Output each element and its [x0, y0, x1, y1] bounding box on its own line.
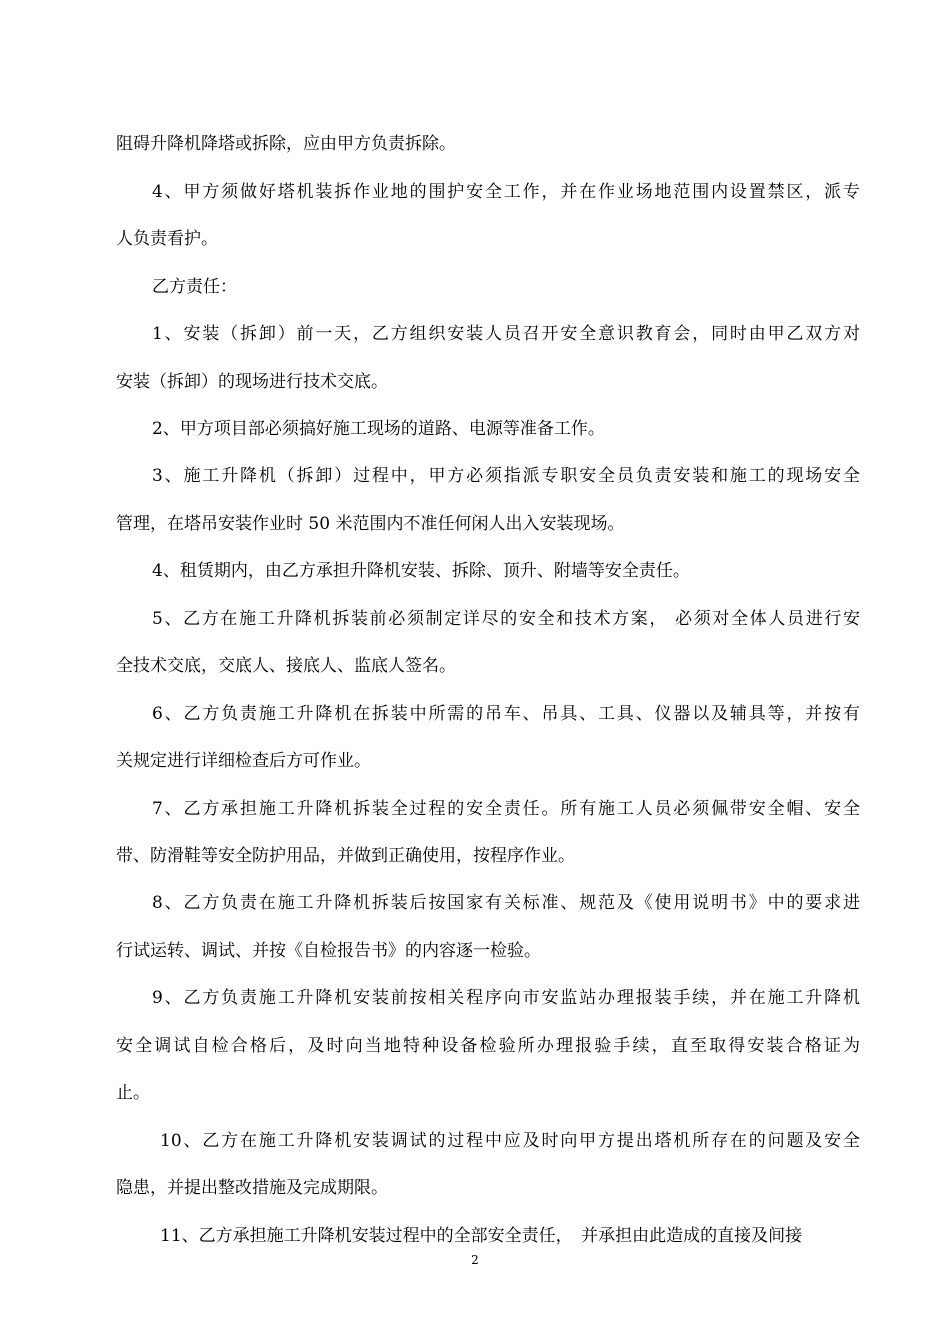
- text-line: 人负责看护。: [116, 229, 218, 249]
- text-line: 行试运转、调试、并按《自检报告书》的内容逐一检验。: [116, 941, 541, 961]
- text-line: 安装（拆卸）的现场进行技术交底。: [116, 372, 388, 392]
- text-line: 止。: [116, 1083, 150, 1103]
- text-line: 9、乙方负责施工升降机安装前按相关程序向市安监站办理报装手续，并在施工升降机: [152, 988, 860, 1008]
- text-line: 全技术交底，交底人、接底人、监底人签名。: [116, 656, 456, 676]
- section-heading: 乙方责任：: [152, 277, 237, 297]
- text-line: 安全调试自检合格后，及时向当地特种设备检验所办理报验手续，直至取得安装合格证为: [116, 1036, 860, 1056]
- text-line: 1、安装（拆卸）前一天，乙方组织安装人员召开安全意识教育会，同时由甲乙双方对: [152, 324, 860, 344]
- text-line: 关规定进行详细检查后方可作业。: [116, 751, 371, 771]
- text-line: 管理，在塔吊安装作业时 50 米范围内不准任何闲人出入安装现场。: [116, 514, 625, 534]
- text-line: 4、甲方须做好塔机装拆作业地的围护安全工作，并在作业场地范围内设置禁区，派专: [152, 182, 860, 202]
- text-line: 11、乙方承担施工升降机安装过程中的全部安全责任， 并承担由此造成的直接及间接: [160, 1226, 803, 1246]
- text-line: 2、甲方项目部必须搞好施工现场的道路、电源等准备工作。: [152, 419, 605, 439]
- text-line: 5、乙方在施工升降机拆装前必须制定详尽的安全和技术方案， 必须对全体人员进行安: [152, 609, 860, 629]
- page-number: 2: [471, 1253, 479, 1267]
- text-line: 6、乙方负责施工升降机在拆装中所需的吊车、吊具、工具、仪器以及辅具等，并按有: [152, 704, 860, 724]
- text-line: 带、防滑鞋等安全防护用品，并做到正确使用，按程序作业。: [116, 846, 575, 866]
- text-line: 阻碍升降机降塔或拆除，应由甲方负责拆除。: [116, 134, 456, 154]
- text-line: 4、租赁期内，由乙方承担升降机安装、拆除、顶升、附墙等安全责任。: [152, 561, 690, 581]
- text-line: 7、乙方承担施工升降机拆装全过程的安全责任。所有施工人员必须佩带安全帽、安全: [152, 799, 860, 819]
- text-line: 10、乙方在施工升降机安装调试的过程中应及时向甲方提出塔机所存在的问题及安全: [160, 1131, 860, 1151]
- text-line: 隐患，并提出整改措施及完成期限。: [116, 1178, 388, 1198]
- text-line: 8、乙方负责在施工升降机拆装后按国家有关标准、规范及《使用说明书》中的要求进: [152, 893, 860, 913]
- text-line: 3、施工升降机（拆卸）过程中，甲方必须指派专职安全员负责安装和施工的现场安全: [152, 466, 860, 486]
